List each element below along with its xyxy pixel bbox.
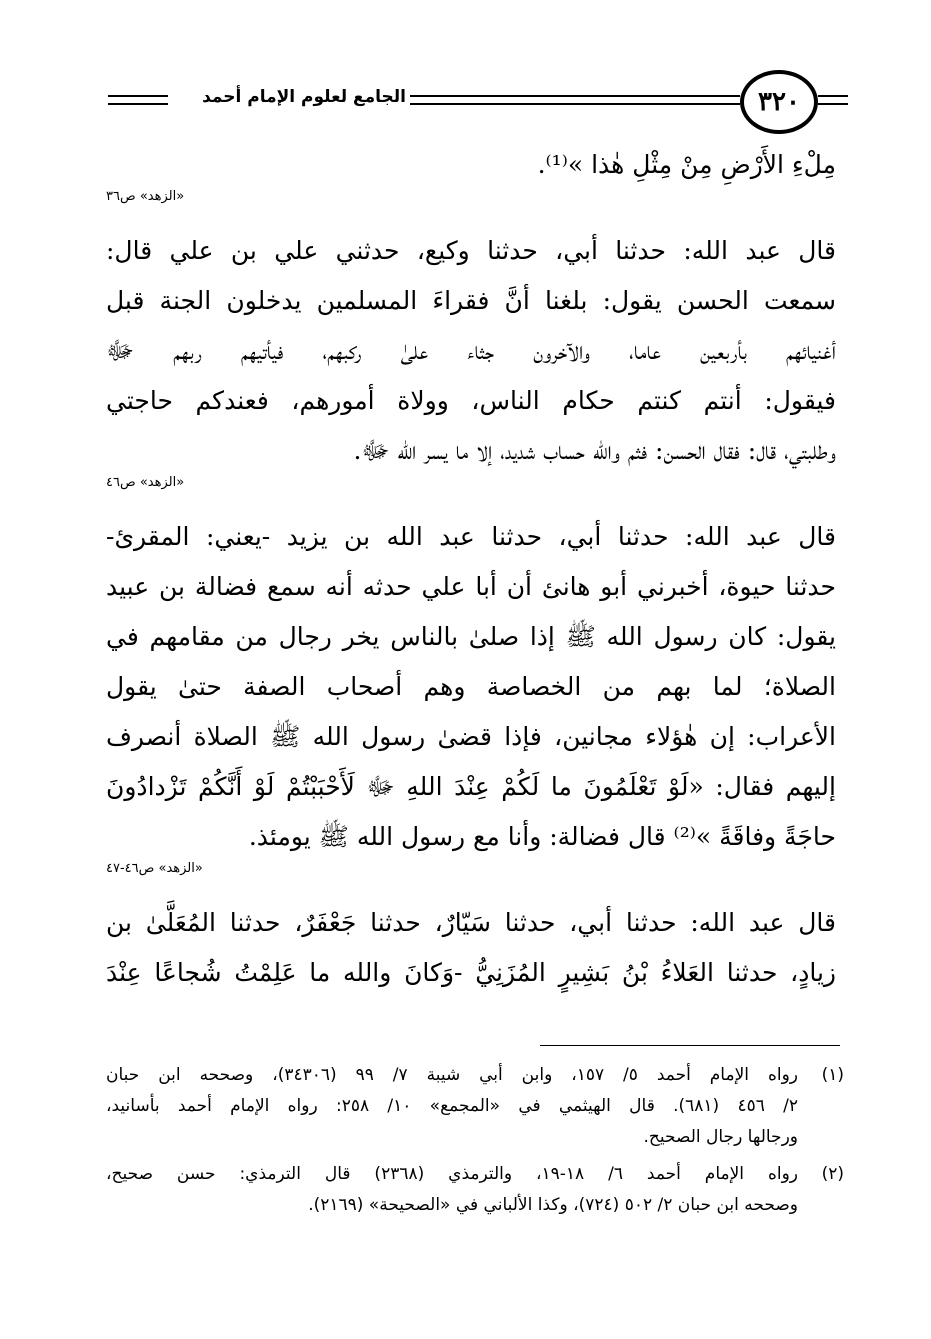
footnotes [106,1060,844,1227]
text-line: أغنيائهم بأربعين عاما، والآخرون جثاء علىٰ ركبهم، فيأتيهم ربهم ﷻ [106,336,836,365]
footnote-number: (٢) [821,1164,844,1184]
footnote-line: ٢/ ٤٥٦ (٦٨١). قال الهيثمي في «المجمع» ١٠/ ٢٥٨: رواه الإمام أحمد بأسانيد، [106,1096,799,1116]
footnote-text [106,1060,798,1153]
footnote-number: (١) [821,1065,844,1085]
footnote-line: وصححه ابن حبان ٢/ ٥٠٢ (٧٢٤)، وكذا الألباني في «الصحيحة» (٢١٦٩). [308,1195,798,1215]
footnote-line: رواه الإمام أحمد ٦/ ١٨-١٩، والترمذي (٢٣٦٨) قال الترمذي: حسن صحيح، [106,1164,798,1184]
footnote [106,1060,844,1153]
text-line: قال عبد الله: حدثنا أبي، حدثنا وكيع، حدثني علي بن علي قال: [106,236,836,265]
page-header [108,70,848,134]
text-line: قال عبد الله: حدثنا أبي، حدثنا عبد الله بن يزيد -يعني: المقرئ- [106,522,836,551]
footnote-line: رواه الإمام أحمد ٥/ ١٥٧، وابن أبي شيبة ٧/ ٩٩ (٣٤٣٠٦)، وصححه ابن حبان [106,1065,798,1085]
source-reference: «الزهد» ص٤٦-٤٧ [106,861,203,876]
text-line: حدثنا حيوة، أخبرني أبو هانئ أن أبا علي حدثه أنه سمع فضالة بن عبيد [106,572,836,601]
text-line: فيقول: أنتم كنتم حكام الناس، وولاة أمورهم، فعندكم حاجتي [106,386,836,415]
text-line: قال عبد الله: حدثنا أبي، حدثنا سَيّارٌ، حدثنا جَعْفَرٌ، حدثنا المُعَلَّىٰ بن [106,908,836,937]
footnote-line: ورجالها رجال الصحيح. [643,1127,798,1147]
text-line: حاجَةً وفاقَةً »⁽²⁾ قال فضالة: وأنا مع رسول الله ﷺ يومئذ. [248,822,836,851]
running-title: الجامع لعلوم الإمام أحمد [202,87,406,107]
footnote [106,1159,844,1221]
header-rule-right [818,95,848,105]
text-line: يقول: كان رسول الله ﷺ إذا صلىٰ بالناس يخر رجال من مقامهم في [106,622,836,651]
text-block [106,898,836,998]
text-line: مِلْءِ الأَرْضِ مِنْ مِثْلِ هٰذا »⁽¹⁾. [537,150,836,179]
text-line: الأعراب: إن هٰؤلاء مجانين، فإذا قضىٰ رسول الله ﷺ الصلاة أنصرف [106,722,836,751]
page-number: ٣٢٠ [740,70,818,134]
text-line: زيادٍ، حدثنا العَلاءُ بْنُ بَشِيرٍ المُزَنِيُّ -وَكانَ والله ما عَلِمْتُ شُجاعًا عِنْدَ [106,958,836,987]
text-line: إليهم فقال: «لَوْ تَعْلَمُونَ ما لَكُمْ عِنْدَ اللهِ ﷻ لَأَحْبَبْتُمْ لَوْ أَنَّكُمْ تَزْدادُونَ [106,772,836,801]
source-reference: «الزهد» ص٣٦ [106,189,185,204]
source-reference: «الزهد» ص٤٦ [106,475,185,490]
text-line: وطلبتي، قال: فقال الحسن: فثم والله حساب شديد، إلا ما يسر الله ﷻ. [353,436,836,465]
header-rule-middle [410,95,740,105]
text-block [106,512,836,880]
main-text [106,140,836,998]
footnote-text [106,1159,798,1221]
text-block [106,226,836,494]
header-rule-left [108,95,168,105]
footnote-separator [540,1045,840,1046]
text-line: سمعت الحسن يقول: بلغنا أنَّ فقراءَ المسلمين يدخلون الجنة قبل [106,286,836,315]
text-line: الصلاة؛ لما بهم من الخصاصة وهم أصحاب الصفة حتىٰ يقول [106,672,836,701]
text-block [106,140,836,208]
